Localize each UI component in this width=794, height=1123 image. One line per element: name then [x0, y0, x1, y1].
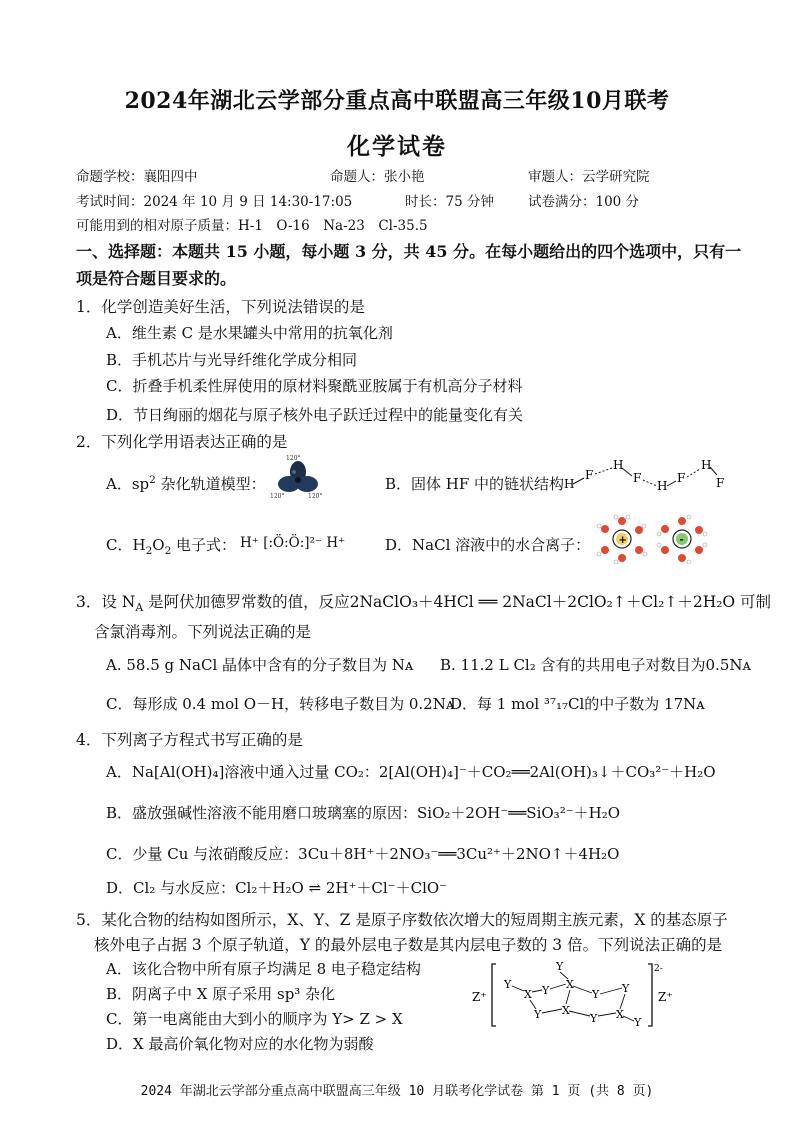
svg-text:Z⁺: Z⁺ — [658, 990, 673, 1004]
svg-text:H: H — [613, 458, 624, 472]
q2-option-d: D．NaCl 溶液中的水合离子： — [385, 536, 591, 554]
section-heading-line1: 一、选择题：本题共 15 小题，每小题 3 分，共 45 分。在每小题给出的四个选项中，只有一 — [76, 242, 742, 261]
q3-option-a: A. 58.5 g NaCl 晶体中含有的分子数目为 Nᴀ — [106, 656, 414, 674]
svg-text:Y: Y — [504, 978, 512, 991]
q3-line2: 含氯消毒剂。下列说法正确的是 — [94, 623, 312, 641]
q4-option-b: B．盛放强碱性溶液不能用磨口玻璃塞的原因：SiO₂＋2OH⁻══SiO₃²⁻＋H₂O — [106, 804, 621, 822]
q5-option-c: C．第一电离能由大到小的顺序为 Y> Z > X — [106, 1010, 403, 1028]
svg-text:X: X — [566, 978, 574, 991]
hf-chain-structure — [560, 458, 730, 494]
q3-option-d: D．每 1 mol ³⁷₁₇Cl的中子数为 17Nᴀ — [450, 695, 705, 713]
h2o2-electron-formula: H⁺ [:Ö:Ö:]²⁻ H⁺ — [240, 535, 346, 551]
q5-option-d: D．X 最高价氧化物对应的水化物为弱酸 — [106, 1035, 374, 1053]
q5-line2: 核外电子占据 3 个原子轨道，Y 的最外层电子数是其内层电子数的 3 倍。下列说法正确的是 — [94, 936, 723, 954]
svg-text:120°: 120° — [270, 493, 285, 500]
q5-option-a: A．该化合物中所有原子均满足 8 电子稳定结构 — [106, 960, 421, 978]
exam-duration: 时长：75 分钟 — [405, 194, 494, 210]
svg-text:F: F — [585, 468, 594, 482]
exam-title: 2024年湖北云学部分重点高中联盟高三年级10月联考 — [124, 88, 670, 114]
q2-option-b: B．固体 HF 中的链状结构 — [385, 475, 565, 493]
q2-option-a: A．$sp^2$ 杂化轨道模型： — [106, 474, 266, 493]
svg-text:120°: 120° — [308, 493, 323, 500]
q5-compound-structure — [470, 956, 690, 1032]
svg-text:H: H — [657, 479, 668, 493]
q1-stem: 1．化学创造美好生活，下列说法错误的是 — [76, 298, 365, 316]
svg-text:X: X — [616, 1008, 624, 1021]
hydrated-ions-icon — [594, 514, 714, 564]
q1-option-a: A．维生素 C 是水果罐头中常用的抗氧化剂 — [106, 324, 393, 342]
full-score: 试卷满分：100 分 — [528, 194, 640, 210]
reviewer-info: 审题人：云学研究院 — [528, 169, 650, 185]
exam-subtitle: 化学试卷 — [347, 133, 447, 160]
svg-text:+: + — [618, 535, 627, 546]
q5-line1: 5．某化合物的结构如图所示，X、Y、Z 是原子序数依次增大的短周期主族元素，X 的基态原子 — [76, 911, 728, 929]
atomic-masses: 可能用到的相对原子质量：H-1 O-16 Na-23 Cl-35.5 — [76, 218, 428, 234]
section-heading-line2: 项是符合题目要求的。 — [76, 269, 237, 288]
svg-text:F: F — [633, 471, 642, 485]
svg-text:H: H — [701, 458, 712, 472]
q4-option-a: A．Na[Al(OH)₄]溶液中通入过量 CO₂：2[Al(OH)₄]⁻＋CO₂══2Al(OH)₃↓＋CO₃²⁻＋H₂O — [106, 763, 716, 781]
author-info: 命题人：张小艳 — [330, 169, 425, 185]
school-info: 命题学校：襄阳四中 — [76, 169, 198, 185]
exam-time: 考试时间：2024 年 10 月 9 日 14:30-17:05 — [76, 194, 353, 210]
q2-option-c: C．$H_2O_2$ 电子式： — [106, 536, 237, 557]
sp2-orbital-model-icon — [268, 452, 328, 502]
svg-text:120°: 120° — [286, 455, 301, 462]
q1-option-b: B．手机芯片与光导纤维化学成分相同 — [106, 351, 358, 369]
svg-text:Z⁺: Z⁺ — [472, 990, 487, 1004]
svg-text:X: X — [524, 988, 532, 1001]
svg-text:F: F — [716, 476, 725, 490]
q4-option-c: C．少量 Cu 与浓硝酸反应：3Cu＋8H⁺＋2NO₃⁻══3Cu²⁺＋2NO↑＋4H₂O — [106, 845, 620, 863]
q4-option-d: D．Cl₂ 与水反应：Cl₂＋H₂O ⇌ 2H⁺＋Cl⁻＋ClO⁻ — [106, 879, 448, 897]
svg-text:Y: Y — [556, 960, 564, 973]
svg-text:2-: 2- — [654, 964, 663, 974]
q3-line1: 3．设 $N_A$ 是阿伏加德罗常数的值，反应2NaClO₃＋4HCl ══ 2NaCl＋2ClO₂↑＋Cl₂↑＋2H₂O 可制 — [76, 593, 772, 615]
q4-stem: 4．下列离子方程式书写正确的是 — [76, 731, 303, 749]
svg-text:Y: Y — [592, 988, 600, 1001]
svg-text:H: H — [564, 477, 575, 491]
svg-text:X: X — [562, 1004, 570, 1017]
svg-text:Y: Y — [634, 1016, 642, 1029]
q1-option-d: D．节日绚丽的烟花与原子核外电子跃迁过程中的能量变化有关 — [106, 406, 524, 424]
q1-option-c: C．折叠手机柔性屏使用的原材料聚酰亚胺属于有机高分子材料 — [106, 377, 523, 395]
q2-stem: 2．下列化学用语表达正确的是 — [76, 433, 288, 451]
q3-option-b: B. 11.2 L Cl₂ 含有的共用电子对数目为0.5Nᴀ — [440, 656, 751, 674]
q3-option-c: C．每形成 0.4 mol O－H，转移电子数目为 0.2Nᴀ — [106, 695, 455, 713]
svg-text:Y: Y — [590, 1012, 598, 1025]
svg-text:Y: Y — [622, 982, 630, 995]
q5-option-b: B．阴离子中 X 原子采用 sp³ 杂化 — [106, 985, 336, 1003]
svg-text:Y: Y — [542, 984, 550, 997]
svg-text:-: - — [679, 534, 684, 546]
page-footer: 2024 年湖北云学部分重点高中联盟高三年级 10 月联考化学试卷 第 1 页 (共 8 页) — [140, 1084, 654, 1099]
svg-text:Y: Y — [534, 1008, 542, 1021]
svg-text:F: F — [677, 471, 686, 485]
